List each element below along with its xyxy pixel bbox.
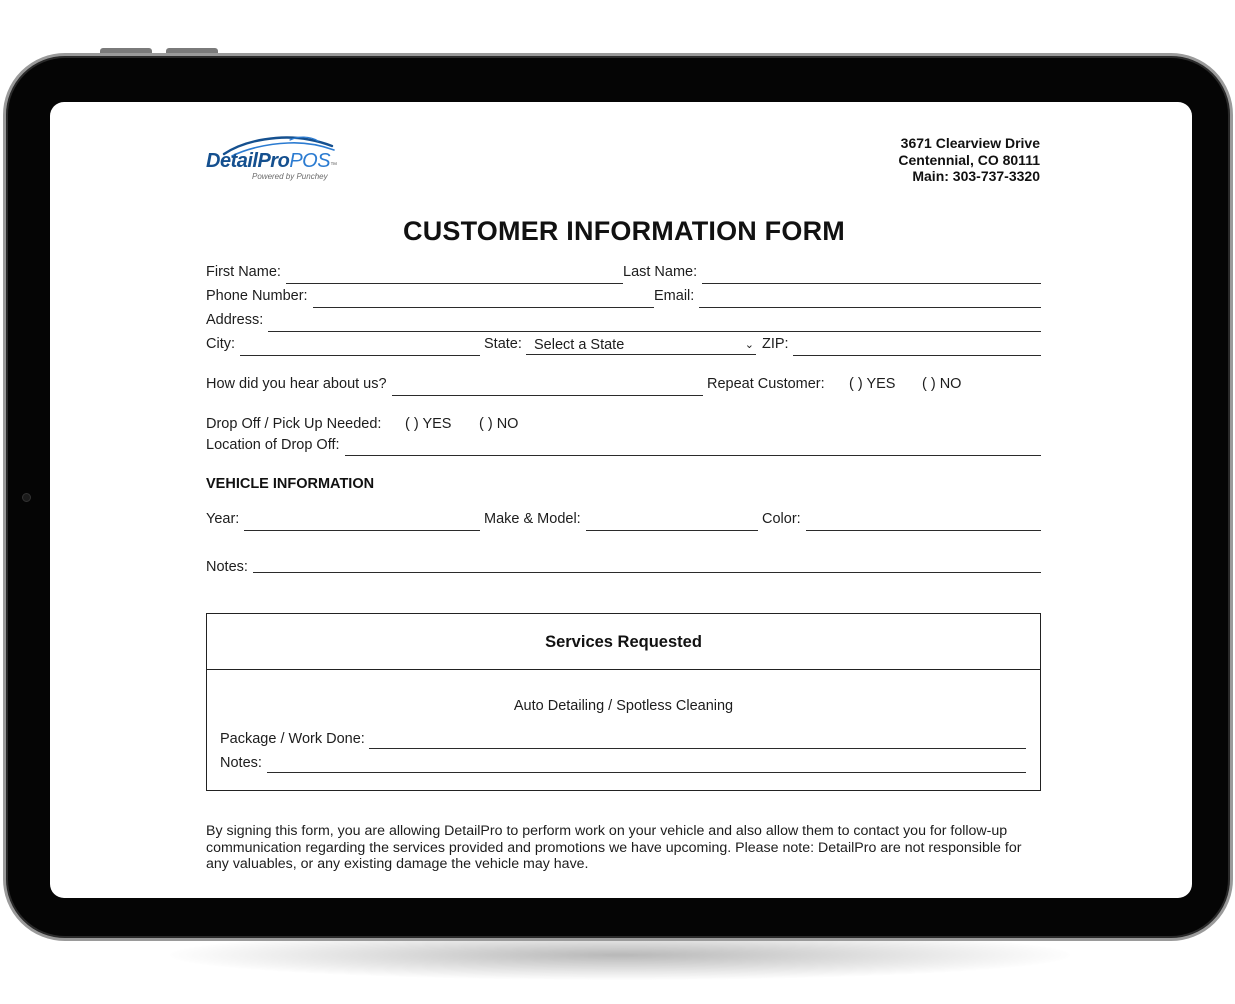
chevron-down-icon: ⌄ (744, 339, 754, 351)
logo-pos-text: POS (289, 150, 331, 172)
state-label: State: (484, 336, 522, 352)
address-line-2: Centennial, CO 80111 (898, 151, 1040, 168)
logo-wordmark (206, 150, 337, 173)
city-label: City: (206, 336, 235, 352)
dropoff-location-field[interactable] (345, 455, 1041, 456)
disclaimer-text: By signing this form, you are allowing DetailPro to perform work on your vehicle and also allow them to contact you for follow-up communication regarding the services provided and promotions we have upcoming. Please note: DetailPro are not responsible for any valuables, or any existing damage the vehicle may have. (206, 823, 1022, 872)
city-field[interactable] (240, 355, 480, 356)
phone-number-label: Phone Number: (206, 288, 308, 304)
vehicle-info-heading: VEHICLE INFORMATION (206, 476, 375, 492)
company-address (898, 135, 1040, 185)
last-name-label: Last Name: (623, 264, 698, 280)
services-requested-box (206, 613, 1041, 791)
make-model-field[interactable] (586, 530, 758, 531)
address-label: Address: (206, 312, 264, 328)
page-title: CUSTOMER INFORMATION FORM (403, 216, 845, 246)
vehicle-notes-label: Notes: (206, 559, 248, 575)
services-notes-field[interactable] (267, 772, 1026, 773)
repeat-no-option[interactable]: ( ) NO (922, 376, 962, 392)
phone-number-field[interactable] (313, 307, 654, 308)
dropoff-location-label: Location of Drop Off: (206, 437, 340, 453)
repeat-customer-label: Repeat Customer: (707, 376, 825, 392)
state-select[interactable] (526, 335, 756, 355)
state-select-value: Select a State (534, 337, 625, 353)
camera-icon (22, 493, 31, 502)
hear-about-label: How did you hear about us? (206, 376, 387, 392)
color-label: Color: (762, 511, 801, 527)
address-line-1: 3671 Clearview Drive (900, 135, 1040, 151)
first-name-field[interactable] (286, 283, 623, 284)
services-subheading: Auto Detailing / Spotless Cleaning (513, 698, 734, 714)
logo-main-text: DetailPro (206, 150, 290, 172)
email-field[interactable] (699, 307, 1041, 308)
address-field[interactable] (268, 331, 1041, 332)
package-label: Package / Work Done: (220, 731, 365, 747)
services-notes-label: Notes: (220, 755, 262, 771)
logo-tagline: Powered by Punchey (252, 172, 328, 181)
zip-field[interactable] (793, 355, 1041, 356)
services-heading: Services Requested (207, 614, 1040, 670)
company-logo (206, 134, 346, 182)
main-phone: Main: 303-737-3320 (912, 168, 1040, 184)
hear-about-field[interactable] (392, 395, 703, 396)
color-field[interactable] (806, 530, 1041, 531)
logo-tm: ™ (330, 162, 337, 169)
tablet-device (3, 53, 1233, 941)
form-page (50, 102, 1192, 898)
email-label: Email: (654, 288, 695, 304)
last-name-field[interactable] (702, 283, 1041, 284)
make-model-label: Make & Model: (484, 511, 581, 527)
dropoff-label: Drop Off / Pick Up Needed: (206, 416, 382, 432)
package-field[interactable] (369, 748, 1026, 749)
year-field[interactable] (244, 530, 480, 531)
dropoff-yes-option[interactable]: ( ) YES (405, 416, 452, 432)
zip-label: ZIP: (762, 336, 789, 352)
repeat-yes-option[interactable]: ( ) YES (849, 376, 896, 392)
vehicle-notes-field[interactable] (253, 572, 1041, 573)
year-label: Year: (206, 511, 240, 527)
first-name-label: First Name: (206, 264, 281, 280)
dropoff-no-option[interactable]: ( ) NO (479, 416, 519, 432)
